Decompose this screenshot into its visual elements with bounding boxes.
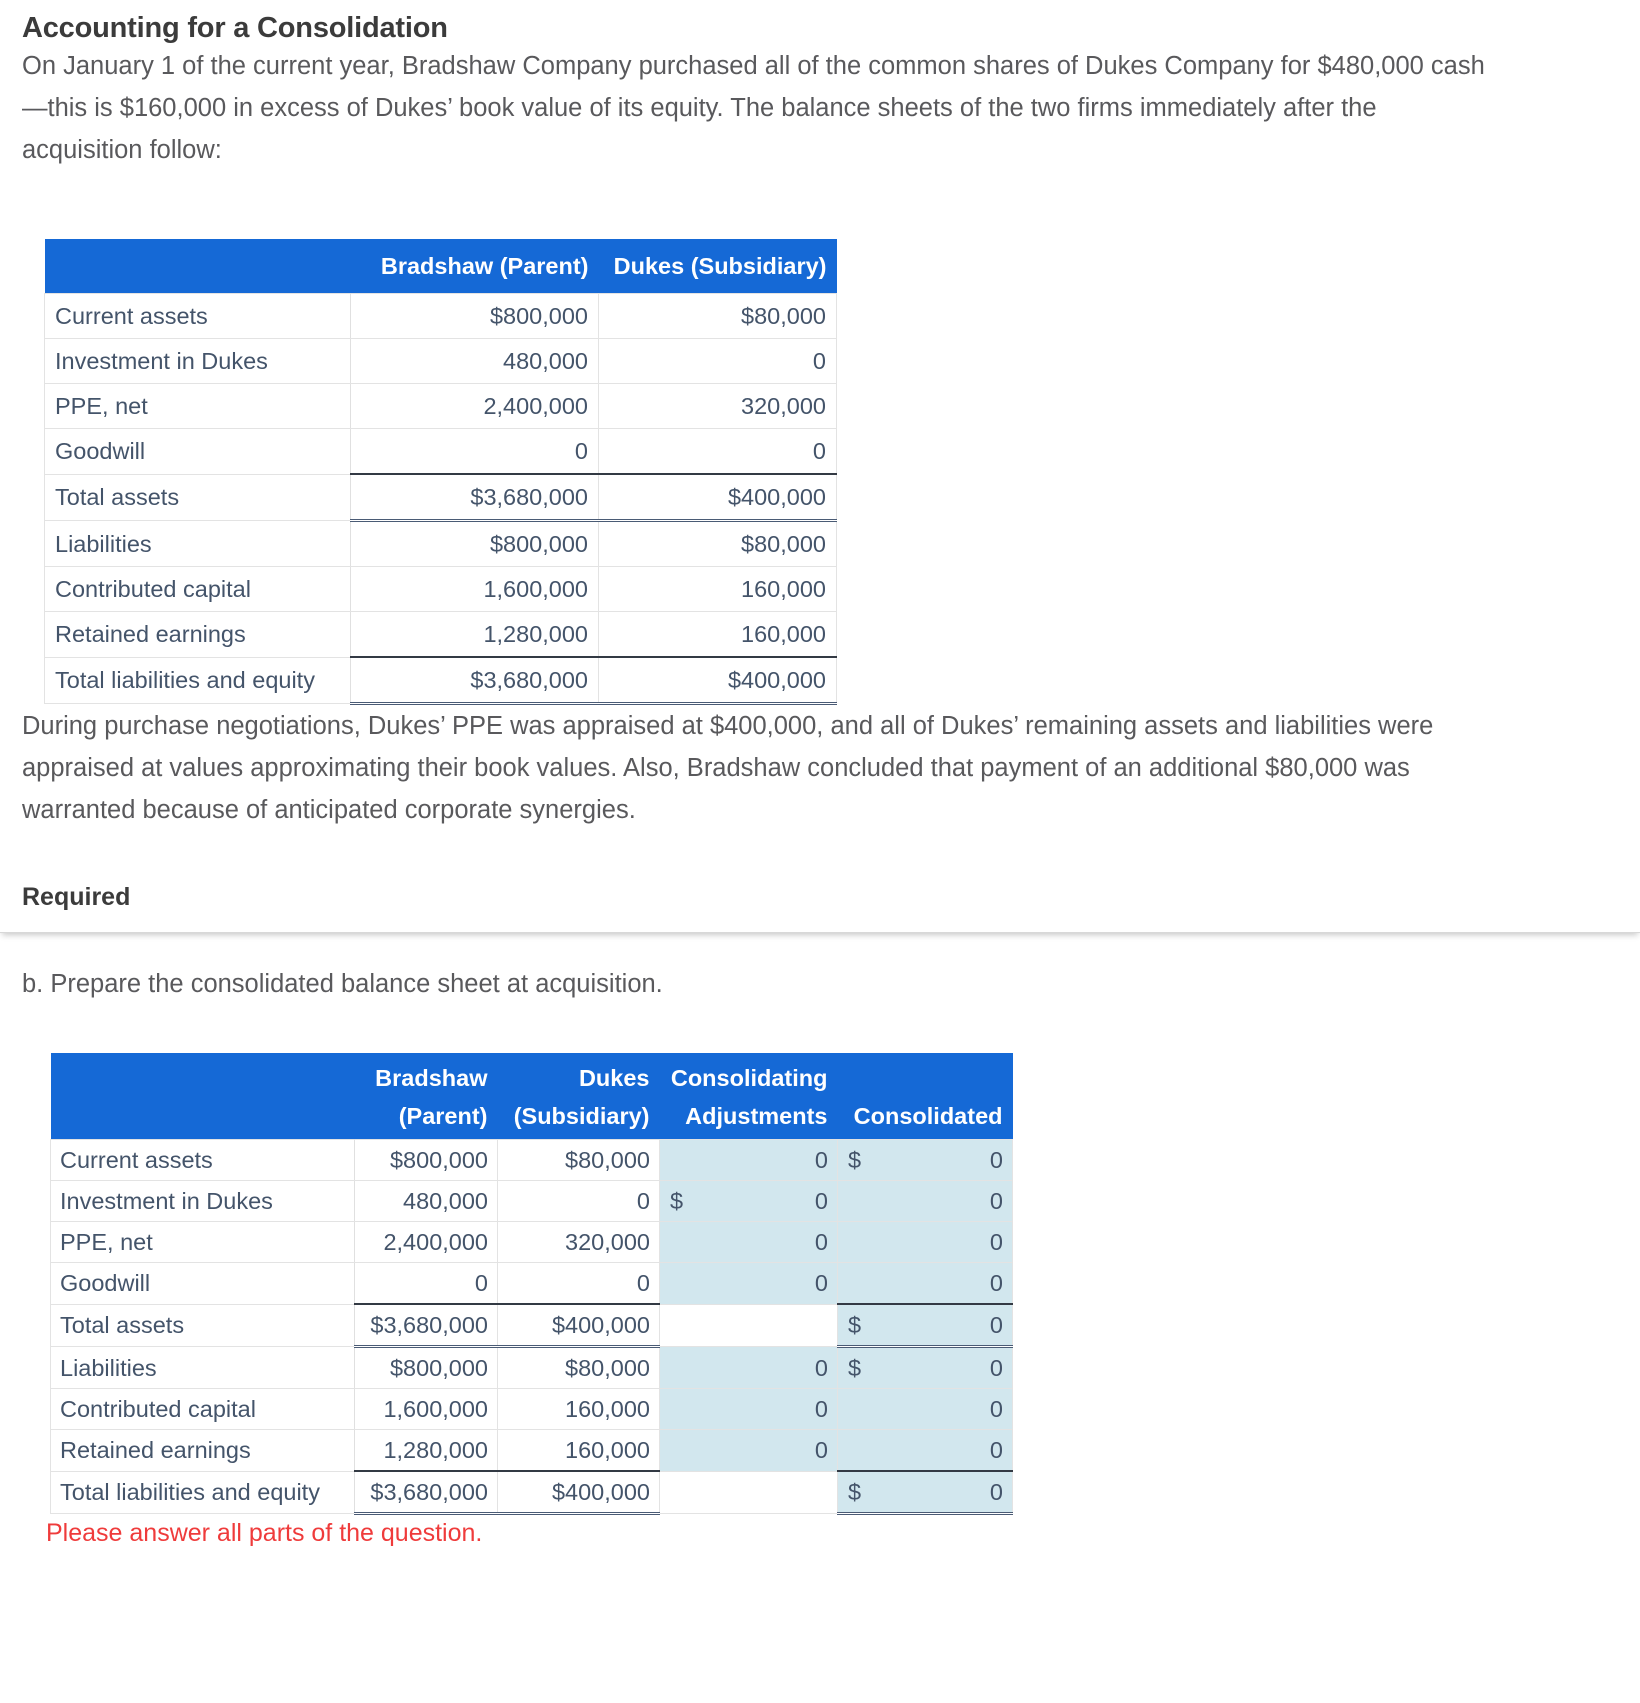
column-header-blank xyxy=(45,239,351,294)
cell-dukes: 160,000 xyxy=(599,612,837,658)
cell-dukes: $400,000 xyxy=(498,1471,660,1514)
currency-symbol: $ xyxy=(848,1312,862,1338)
table-row xyxy=(45,384,837,429)
page-title: Accounting for a Consolidation xyxy=(22,12,448,44)
currency-symbol: $ xyxy=(670,1188,684,1214)
row-label: Retained earnings xyxy=(45,612,351,658)
row-label: PPE, net xyxy=(45,384,351,429)
input-adjustments[interactable] xyxy=(660,1222,838,1263)
cell-bradshaw: 480,000 xyxy=(351,339,599,384)
header-line-2: Adjustments xyxy=(685,1103,828,1129)
cell-dukes: $400,000 xyxy=(599,657,837,704)
cell-bradshaw: $3,680,000 xyxy=(351,657,599,704)
cell-bradshaw: 480,000 xyxy=(355,1181,498,1222)
input-adjustments[interactable] xyxy=(660,1347,838,1389)
cell-dukes: 160,000 xyxy=(498,1389,660,1430)
table-row xyxy=(45,429,837,475)
column-header-dukes: Dukes (Subsidiary) xyxy=(599,239,837,294)
consolidation-worksheet-table xyxy=(50,1053,1013,1515)
cell-dukes: 0 xyxy=(498,1263,660,1305)
input-value: 0 xyxy=(989,1312,1003,1338)
table-row-total xyxy=(45,474,837,521)
input-value: 0 xyxy=(814,1270,828,1297)
input-adjustments[interactable] xyxy=(660,1140,838,1181)
input-consolidated[interactable] xyxy=(838,1304,1013,1347)
cell-dukes: $80,000 xyxy=(599,294,837,339)
column-header-dukes xyxy=(498,1053,660,1140)
header-line-2: Consolidated xyxy=(853,1103,1003,1129)
cell-dukes: $80,000 xyxy=(599,521,837,567)
appraisal-paragraph: During purchase negotiations, Dukes’ PPE was appraised at $400,000, and all of Dukes’ remaining assets and liabilities were appraised at values approximating their book values. Also, Bradshaw concluded that payment of an additional $80,000 was warranted because of anticipated corporate synergies. xyxy=(22,712,1434,824)
cell-bradshaw: $800,000 xyxy=(351,521,599,567)
input-consolidated[interactable] xyxy=(838,1347,1013,1389)
table-row xyxy=(45,567,837,612)
table-row xyxy=(45,339,837,384)
cell-bradshaw: 1,280,000 xyxy=(355,1430,498,1472)
column-header-blank xyxy=(51,1053,355,1140)
currency-symbol: $ xyxy=(848,1479,862,1505)
cell-bradshaw: 1,600,000 xyxy=(351,567,599,612)
input-consolidated[interactable] xyxy=(838,1389,1013,1430)
currency-symbol: $ xyxy=(848,1355,862,1381)
input-value: 0 xyxy=(814,1229,828,1255)
cell-dukes: 160,000 xyxy=(498,1430,660,1472)
row-label: Current assets xyxy=(51,1140,355,1181)
column-header-adjustments xyxy=(660,1053,838,1140)
input-consolidated[interactable] xyxy=(838,1263,1013,1305)
cell-bradshaw: 2,400,000 xyxy=(355,1222,498,1263)
cell-bradshaw: $800,000 xyxy=(351,294,599,339)
cell-bradshaw: $3,680,000 xyxy=(355,1471,498,1514)
input-consolidated[interactable] xyxy=(838,1471,1013,1514)
answer-section xyxy=(0,933,1640,1548)
header-line-2: (Subsidiary) xyxy=(513,1103,650,1129)
table-row xyxy=(45,294,837,339)
cell-dukes: $400,000 xyxy=(599,474,837,521)
input-value: 0 xyxy=(989,1229,1003,1255)
header-line-1: Consolidating xyxy=(670,1065,828,1091)
cell-adjustments-empty xyxy=(660,1471,838,1514)
row-label: Current assets xyxy=(45,294,351,339)
column-header-consolidated xyxy=(838,1053,1013,1140)
input-consolidated[interactable] xyxy=(838,1140,1013,1181)
cell-bradshaw: $3,680,000 xyxy=(351,474,599,521)
balance-sheet-table xyxy=(44,239,837,705)
input-adjustments[interactable] xyxy=(660,1263,838,1305)
column-header-bradshaw: Bradshaw (Parent) xyxy=(351,239,599,294)
row-label: Contributed capital xyxy=(51,1389,355,1430)
table-row-total xyxy=(45,657,837,704)
row-label: Liabilities xyxy=(51,1347,355,1389)
cell-dukes: $80,000 xyxy=(498,1140,660,1181)
header-line-1: Bradshaw xyxy=(375,1065,488,1091)
input-adjustments[interactable] xyxy=(660,1389,838,1430)
input-value: 0 xyxy=(814,1354,828,1381)
cell-bradshaw: 1,600,000 xyxy=(355,1389,498,1430)
header-line-1: Dukes xyxy=(578,1065,650,1091)
input-consolidated[interactable] xyxy=(838,1430,1013,1472)
table-row xyxy=(51,1389,1013,1430)
error-message: Please answer all parts of the question. xyxy=(46,1519,483,1547)
cell-bradshaw: 0 xyxy=(351,429,599,475)
column-header-bradshaw xyxy=(355,1053,498,1140)
cell-adjustments-empty xyxy=(660,1304,838,1347)
cell-dukes: 0 xyxy=(599,339,837,384)
table-row xyxy=(51,1347,1013,1389)
cell-dukes: 160,000 xyxy=(599,567,837,612)
row-label: Liabilities xyxy=(45,521,351,567)
table-row xyxy=(45,521,837,567)
input-consolidated[interactable] xyxy=(838,1181,1013,1222)
row-label: Total liabilities and equity xyxy=(51,1471,355,1514)
input-consolidated[interactable] xyxy=(838,1222,1013,1263)
row-label: PPE, net xyxy=(51,1222,355,1263)
input-adjustments[interactable] xyxy=(660,1181,838,1222)
table-row xyxy=(51,1222,1013,1263)
cell-bradshaw: 1,280,000 xyxy=(351,612,599,658)
row-label: Total assets xyxy=(45,474,351,521)
cell-dukes: $80,000 xyxy=(498,1347,660,1389)
input-value: 0 xyxy=(989,1396,1003,1422)
input-value: 0 xyxy=(989,1479,1003,1505)
row-label: Investment in Dukes xyxy=(51,1181,355,1222)
cell-bradshaw: 2,400,000 xyxy=(351,384,599,429)
input-value: 0 xyxy=(989,1437,1003,1463)
table-row xyxy=(51,1430,1013,1472)
input-value: 0 xyxy=(814,1188,828,1214)
cell-dukes: $400,000 xyxy=(498,1304,660,1347)
table-row-total xyxy=(51,1304,1013,1347)
row-label: Total liabilities and equity xyxy=(45,657,351,704)
input-value: 0 xyxy=(814,1147,828,1173)
table-row xyxy=(45,612,837,658)
table-row xyxy=(51,1140,1013,1181)
cell-dukes: 320,000 xyxy=(498,1222,660,1263)
table-row-total xyxy=(51,1471,1013,1514)
table-row xyxy=(51,1263,1013,1305)
table-header-row xyxy=(51,1053,1013,1140)
input-value: 0 xyxy=(814,1396,828,1422)
cell-bradshaw: 0 xyxy=(355,1263,498,1305)
row-label: Goodwill xyxy=(45,429,351,475)
part-b-prompt: b. Prepare the consolidated balance sheet at acquisition. xyxy=(22,970,663,998)
required-heading: Required xyxy=(22,883,131,911)
input-value: 0 xyxy=(989,1188,1003,1214)
table-row xyxy=(51,1181,1013,1222)
cell-dukes: 0 xyxy=(498,1181,660,1222)
input-value: 0 xyxy=(989,1355,1003,1381)
table-header-row xyxy=(45,239,837,294)
input-value: 0 xyxy=(814,1437,828,1464)
header-line-2: (Parent) xyxy=(398,1103,488,1129)
row-label: Investment in Dukes xyxy=(45,339,351,384)
cell-bradshaw: $3,680,000 xyxy=(355,1304,498,1347)
intro-paragraph: On January 1 of the current year, Bradshaw Company purchased all of the common shares of Dukes Company for $480,000 cash—this is $160,000 in excess of Dukes’ book value of its equity. The balance sheets of the two firms immediately after the acquisition follow: xyxy=(22,52,1485,164)
currency-symbol: $ xyxy=(848,1147,862,1173)
cell-bradshaw: $800,000 xyxy=(355,1140,498,1181)
row-label: Contributed capital xyxy=(45,567,351,612)
input-value: 0 xyxy=(989,1147,1003,1173)
cell-dukes: 0 xyxy=(599,429,837,475)
row-label: Retained earnings xyxy=(51,1430,355,1472)
input-adjustments[interactable] xyxy=(660,1430,838,1472)
row-label: Goodwill xyxy=(51,1263,355,1305)
cell-dukes: 320,000 xyxy=(599,384,837,429)
row-label: Total assets xyxy=(51,1304,355,1347)
input-value: 0 xyxy=(989,1270,1003,1296)
cell-bradshaw: $800,000 xyxy=(355,1347,498,1389)
